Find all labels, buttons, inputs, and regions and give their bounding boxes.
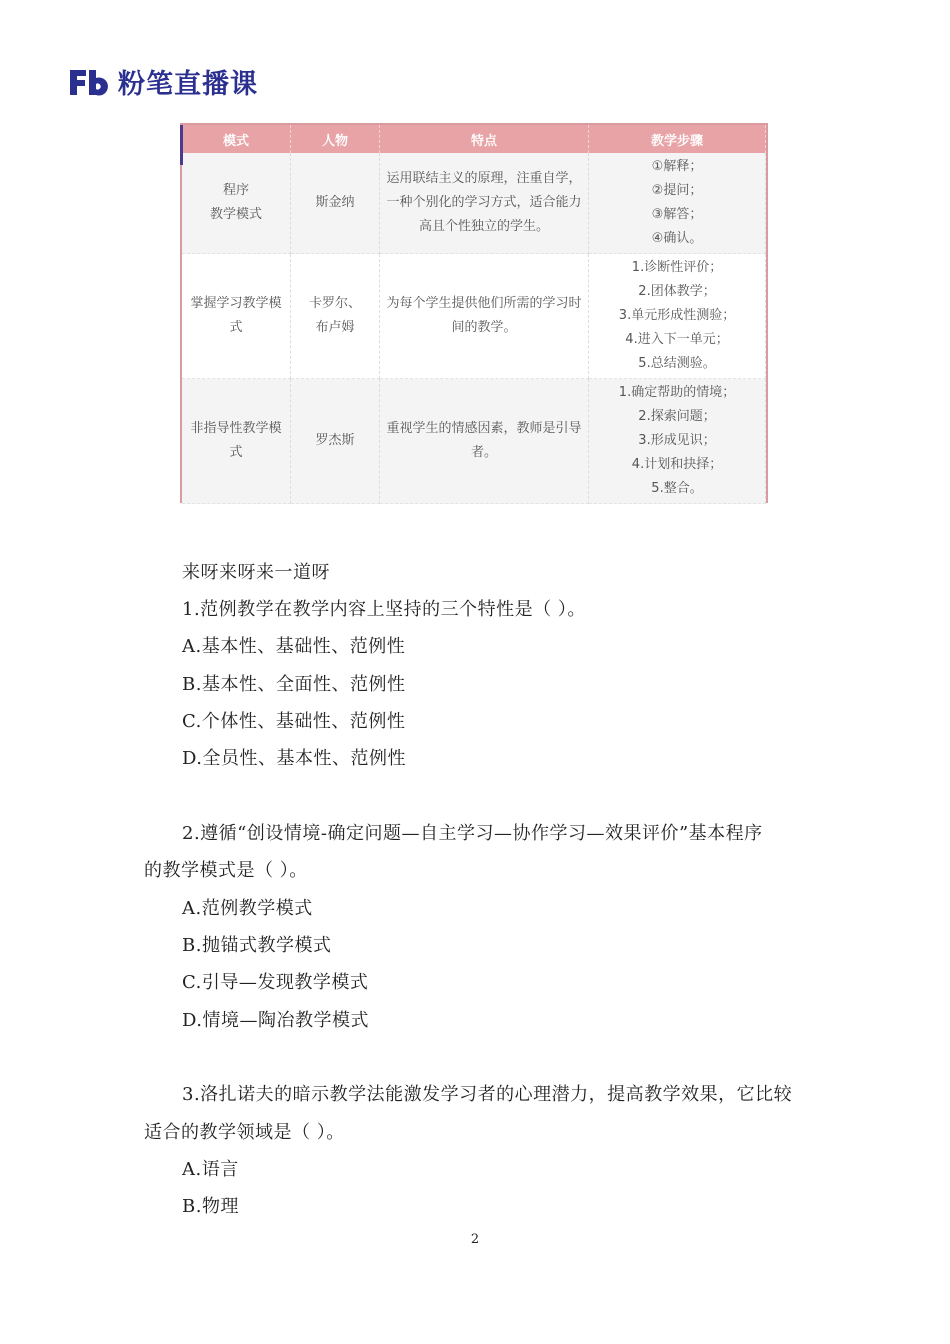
question-2-stem-line2: 的教学模式是（ ）。	[144, 860, 308, 881]
cell-person: 斯金纳	[291, 153, 380, 254]
cell-mode: 程序 教学模式	[182, 153, 291, 254]
question-2-option-a: A.范例教学模式	[182, 898, 313, 919]
header-feature: 特点	[380, 125, 589, 153]
question-1-option-d: D.全员性、基本性、范例性	[182, 748, 407, 769]
header-steps: 教学步骤	[589, 125, 766, 153]
cell-feature: 重视学生的情感因素，教师是引导 者。	[380, 379, 589, 504]
question-2-option-c: C.引导—发现教学模式	[182, 972, 369, 993]
question-3-stem-line1: 3.洛扎诺夫的暗示教学法能激发学习者的心理潜力，提高教学效果，它比较	[182, 1084, 793, 1105]
cell-feature: 为每个学生提供他们所需的学习时 间的教学。	[380, 254, 589, 379]
cell-steps: 1.确定帮助的情境； 2.探索问题； 3.形成见识； 4.计划和抉择； 5.整合。	[589, 379, 766, 504]
question-2-option-d: D.情境—陶冶教学模式	[182, 1010, 370, 1031]
question-2-stem-line1: 2.遵循“创设情境-确定问题—自主学习—协作学习—效果评价”基本程序	[182, 823, 763, 844]
table-row	[182, 153, 766, 254]
brand-name: 粉笔直播课	[118, 69, 258, 100]
question-2-option-b: B.抛锚式教学模式	[182, 935, 332, 956]
cell-person: 卡罗尔、 布卢姆	[291, 254, 380, 379]
cell-mode: 掌握学习教学模 式	[182, 254, 291, 379]
question-1-option-c: C.个体性、基础性、范例性	[182, 711, 406, 732]
table-edge-stripe	[180, 125, 183, 165]
fb-logo-icon	[68, 66, 110, 98]
cell-person: 罗杰斯	[291, 379, 380, 504]
teaching-models-table	[180, 123, 768, 503]
header-person: 人物	[291, 125, 380, 153]
table-header-row	[182, 125, 766, 153]
table-row	[182, 254, 766, 379]
question-3-option-b: B.物理	[182, 1196, 239, 1217]
question-1-option-a: A.基本性、基础性、范例性	[182, 636, 406, 657]
cell-feature: 运用联结主义的原理，注重自学， 一种个别化的学习方式，适合能力 高且个性独立的学生。	[380, 153, 589, 254]
question-1-stem: 1.范例教学在教学内容上坚持的三个特性是（ ）。	[182, 599, 586, 620]
cell-mode: 非指导性教学模 式	[182, 379, 291, 504]
cell-steps: ①解释； ②提问； ③解答； ④确认。	[589, 153, 766, 254]
brand-logo	[68, 62, 258, 101]
question-3-option-a: A.语言	[182, 1159, 239, 1180]
page-number: 2	[470, 1232, 480, 1247]
cell-steps: 1.诊断性评价； 2.团体教学； 3.单元形成性测验； 4.进入下一单元； 5.总结测验。	[589, 254, 766, 379]
question-3-stem-line2: 适合的教学领域是（ ）。	[144, 1122, 345, 1143]
table-row	[182, 379, 766, 504]
question-1-option-b: B.基本性、全面性、范例性	[182, 674, 406, 695]
intro-text: 来呀来呀来一道呀	[182, 562, 330, 583]
header-mode: 模式	[182, 125, 291, 153]
